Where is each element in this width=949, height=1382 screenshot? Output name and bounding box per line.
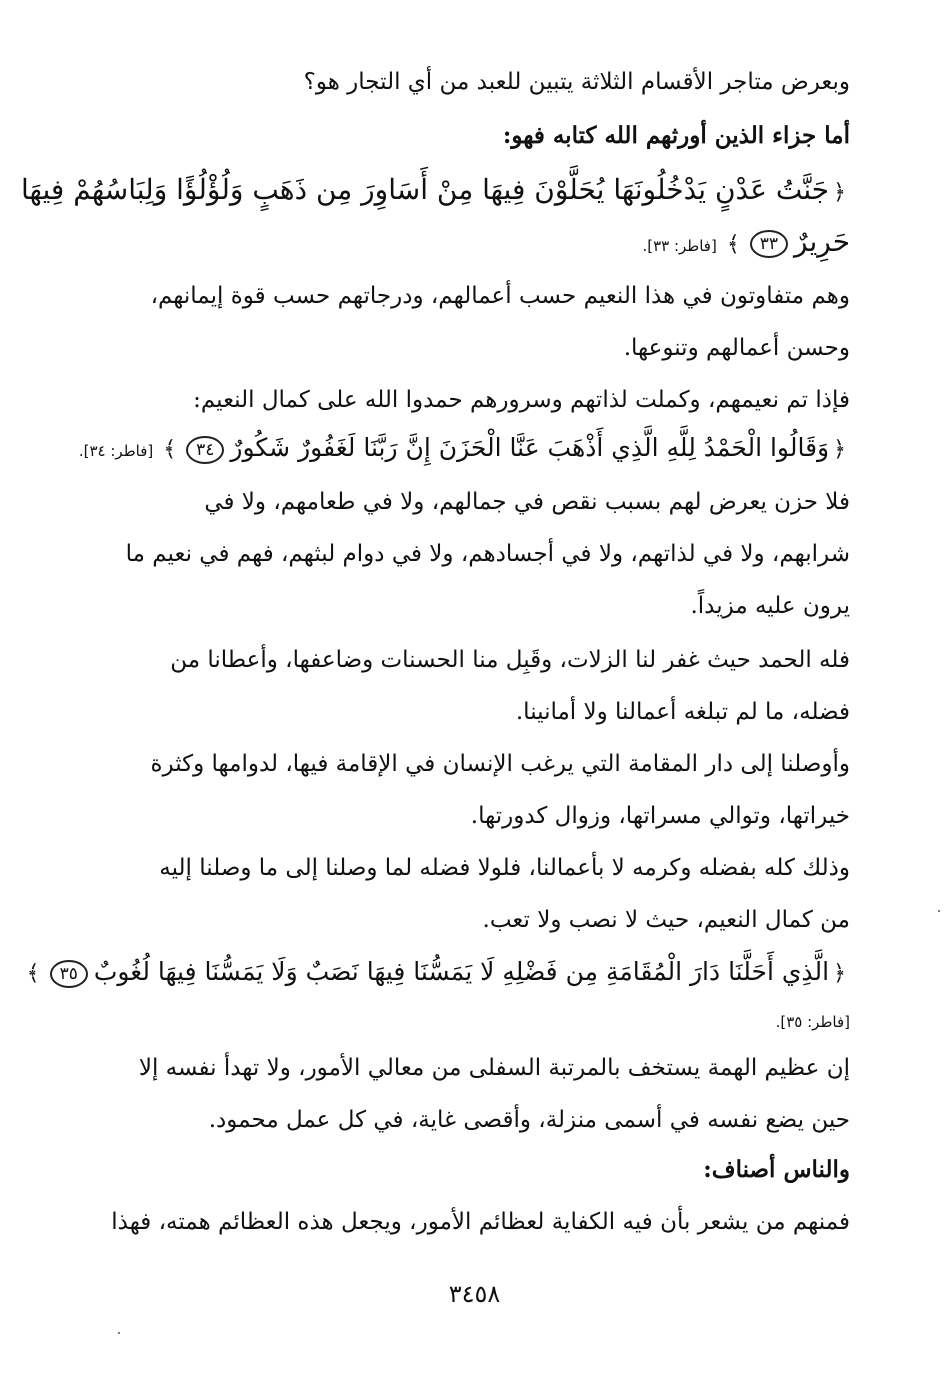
section-heading: أما جزاء الذين أورثهم الله كتابه فهو: <box>502 122 850 149</box>
text-line: وبعرض متاجر الأقسام الثلاثة يتبين للعبد من أي التجار هو؟ <box>303 69 850 95</box>
verse-close-ornament: ﴾ <box>726 232 740 257</box>
quran-verse-line <box>26 950 850 994</box>
page-number: ٣٤٥٨ <box>448 1280 501 1308</box>
verse-open-ornament: ﴿ <box>833 437 846 462</box>
verse-close-ornament: ﴾ <box>26 961 40 986</box>
ayah-number-badge: ٣٤ <box>186 436 224 464</box>
text-line: وذلك كله بفضله وكرمه لا بأعمالنا، فلولا فضله لما وصلنا إلى ما وصلنا إليه <box>159 855 850 881</box>
text-line: شرابهم، ولا في لذاتهم، ولا في أجسادهم، ولا في دوام لبثهم، فهم في نعيم ما <box>125 541 850 567</box>
text-line: فله الحمد حيث غفر لنا الزلات، وقَبِل منا الحسنات وضاعفها، وأعطانا من <box>170 647 850 673</box>
ayah-number-badge: ٣٥ <box>50 960 88 988</box>
text-line: من كمال النعيم، حيث لا نصب ولا تعب. <box>482 907 850 933</box>
text-line: فلا حزن يعرض لهم بسبب نقص في جمالهم، ولا في طعامهم، ولا في <box>204 489 850 515</box>
quran-verse-line <box>82 220 850 264</box>
text-line: فضله، ما لم تبلغه أعمالنا ولا أمانينا. <box>515 699 850 725</box>
text-line: وأوصلنا إلى دار المقامة التي يرغب الإنسان في الإقامة فيها، لدوامها وكثرة <box>150 751 850 777</box>
verse-open-ornament: ﴿ <box>833 180 846 205</box>
verse-text: حَرِيرٌ <box>794 225 850 258</box>
verse-text: جَنَّتُ عَدْنٍ يَدْخُلُونَهَا يُحَلَّوْنَ فِيهَا مِنْ أَسَاوِرَ مِن ذَهَبٍ وَلُؤْلُؤًا وَلِبَاسُهُمْ فِيهَا <box>21 173 830 206</box>
text-line: حين يضع نفسه في أسمى منزلة، وأقصى غاية، في كل عمل محمود. <box>208 1107 850 1133</box>
surah-reference: [فاطر: ٣٥]. <box>775 1013 850 1031</box>
verse-text: الَّذِي أَحَلَّنَا دَارَ الْمُقَامَةِ مِن فَضْلِهِ لَا يَمَسُّنَا فِيهَا نَصَبٌ وَلَا يَمَسُّنَا فِيهَا لُغُوبٌ <box>93 957 830 986</box>
text-line: خيراتها، وتوالي مسراتها، وزوال كدورتها. <box>470 803 850 829</box>
text-line: يرون عليه مزيداً. <box>690 593 850 619</box>
verse-text: وَقَالُوا الْحَمْدُ لِلَّهِ الَّذِي أَذْهَبَ عَنَّا الْحَزَنَ إِنَّ رَبَّنَا لَغَفُورٌ شَكُورٌ <box>230 433 830 462</box>
section-heading: والناس أصناف: <box>703 1156 850 1183</box>
quran-verse-line <box>78 426 850 470</box>
verse-open-ornament: ﴿ <box>833 961 846 986</box>
text-line: وحسن أعمالهم وتنوعها. <box>623 335 850 361</box>
text-line: فإذا تم نعيمهم، وكملت لذاتهم وسرورهم حمدوا الله على كمال النعيم: <box>193 387 850 413</box>
paper-speck <box>118 1332 120 1334</box>
quran-verse-line <box>21 168 850 212</box>
ayah-number-badge: ٣٣ <box>750 230 788 258</box>
surah-reference: [فاطر: ٣٣]. <box>642 237 717 255</box>
surah-reference: [فاطر: ٣٤]. <box>78 442 154 460</box>
paper-speck <box>938 910 940 912</box>
text-line: وهم متفاوتون في هذا النعيم حسب أعمالهم، ودرجاتهم حسب قوة إيمانهم، <box>150 283 850 309</box>
verse-close-ornament: ﴾ <box>163 437 177 462</box>
text-line: فمنهم من يشعر بأن فيه الكفاية لعظائم الأمور، ويجعل هذه العظائم همته، فهذا <box>111 1209 850 1235</box>
text-line: إن عظيم الهمة يستخف بالمرتبة السفلى من معالي الأمور، ولا تهدأ نفسه إلا <box>138 1055 850 1081</box>
